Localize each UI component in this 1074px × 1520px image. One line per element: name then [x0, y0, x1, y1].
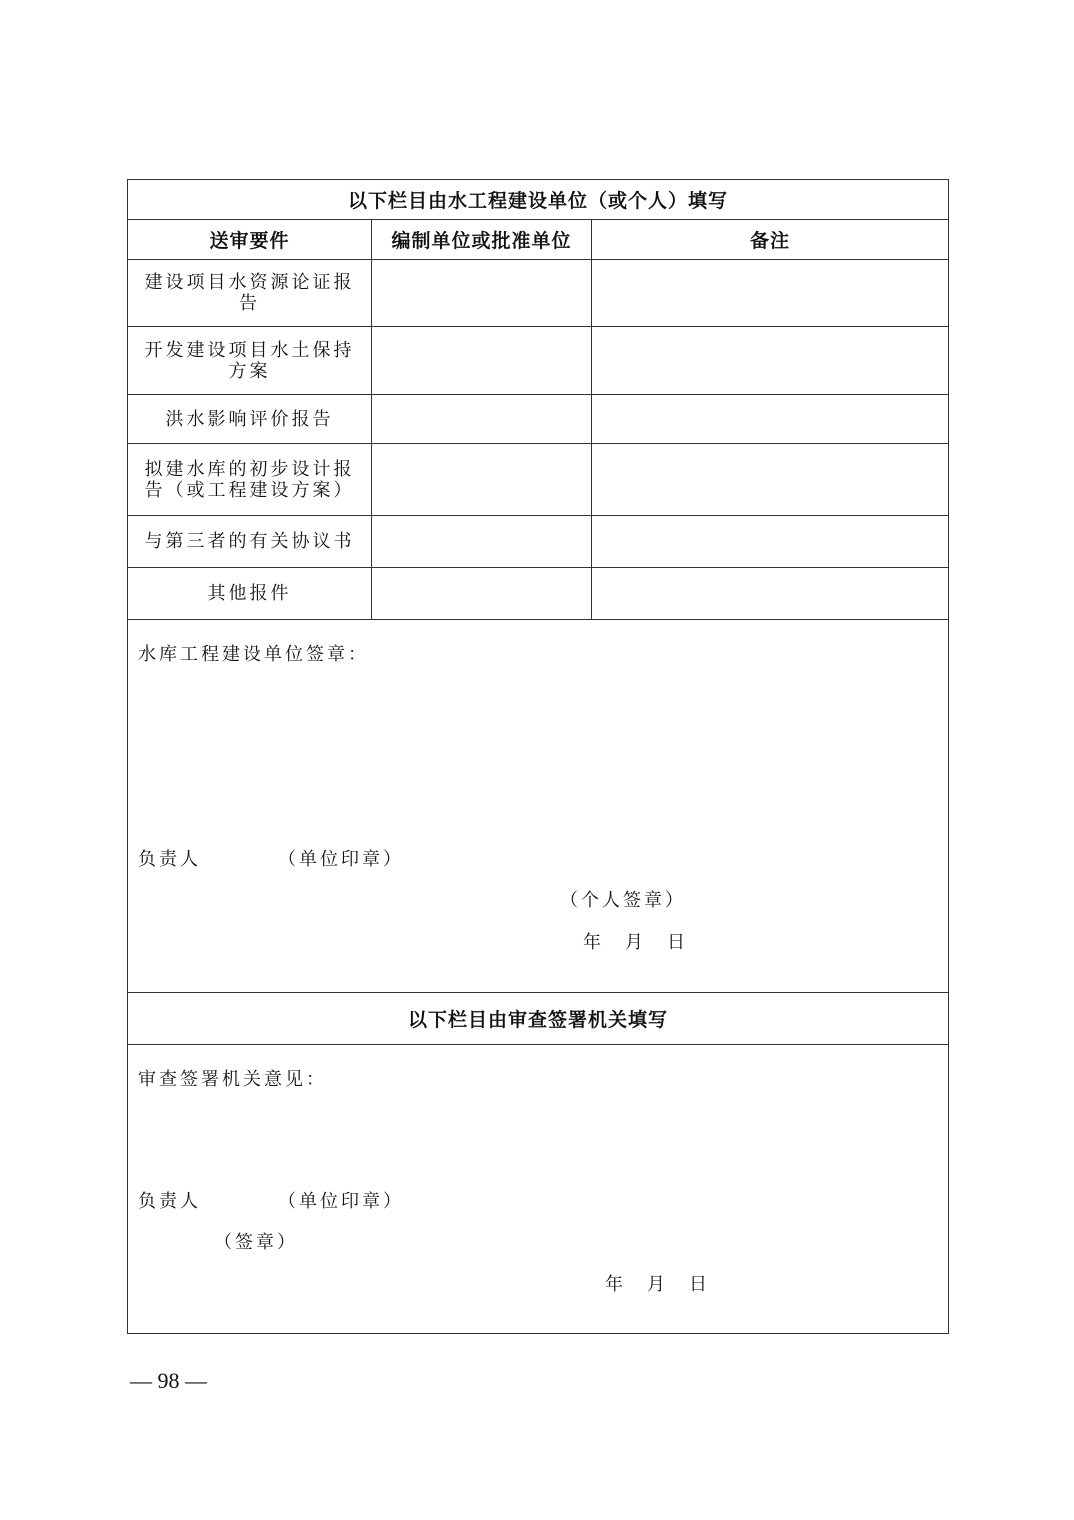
- builder-signature-row: [128, 620, 949, 993]
- personal-seal-label: （个人签章）: [560, 890, 686, 911]
- note-cell[interactable]: [592, 568, 949, 620]
- responsible-person-label: 负责人: [138, 1191, 201, 1212]
- authority-signature-block[interactable]: [128, 1045, 949, 1334]
- responsible-person-label: 负责人: [138, 849, 201, 870]
- builder-signature-label: 水库工程建设单位签章：: [138, 644, 369, 665]
- note-cell[interactable]: [592, 327, 949, 395]
- unit-cell[interactable]: [372, 516, 592, 568]
- unit-seal-label: （单位印章）: [278, 1191, 404, 1212]
- authority-opinion-label: 审查签署机关意见：: [138, 1069, 327, 1090]
- section2-title: 以下栏目由审查签署机关填写: [128, 993, 949, 1045]
- section1-header-row: [128, 180, 949, 220]
- note-cell[interactable]: [592, 260, 949, 327]
- note-cell[interactable]: [592, 444, 949, 516]
- col-header-documents: 送审要件: [128, 220, 372, 260]
- document-item: 建设项目水资源论证报告: [128, 260, 372, 327]
- col-header-unit: 编制单位或批准单位: [372, 220, 592, 260]
- unit-cell[interactable]: [372, 444, 592, 516]
- unit-cell[interactable]: [372, 568, 592, 620]
- document-item: 其他报件: [128, 568, 372, 620]
- unit-seal-label: （单位印章）: [278, 849, 404, 870]
- document-item: 拟建水库的初步设计报告（或工程建设方案）: [128, 444, 372, 516]
- table-row: [128, 395, 949, 444]
- authority-signature-row: [128, 1045, 949, 1334]
- unit-cell[interactable]: [372, 327, 592, 395]
- table-row: [128, 444, 949, 516]
- document-item: 与第三者的有关协议书: [128, 516, 372, 568]
- table-row: [128, 327, 949, 395]
- table-row: [128, 260, 949, 327]
- table-row: [128, 516, 949, 568]
- document-item: 开发建设项目水土保持方案: [128, 327, 372, 395]
- note-cell[interactable]: [592, 516, 949, 568]
- document-item: 洪水影响评价报告: [128, 395, 372, 444]
- unit-cell[interactable]: [372, 260, 592, 327]
- page-number: — 98 —: [130, 1368, 207, 1393]
- date-label: 年 月 日: [605, 1274, 710, 1295]
- approval-form-table: [127, 179, 949, 1334]
- column-header-row: [128, 220, 949, 260]
- section1-title: 以下栏目由水工程建设单位（或个人）填写: [128, 180, 949, 220]
- builder-signature-block[interactable]: [128, 620, 949, 993]
- note-cell[interactable]: [592, 395, 949, 444]
- seal-label: （签章）: [214, 1232, 298, 1253]
- date-label: 年 月 日: [583, 932, 688, 953]
- unit-cell[interactable]: [372, 395, 592, 444]
- col-header-notes: 备注: [592, 220, 949, 260]
- section2-header-row: [128, 993, 949, 1045]
- table-row: [128, 568, 949, 620]
